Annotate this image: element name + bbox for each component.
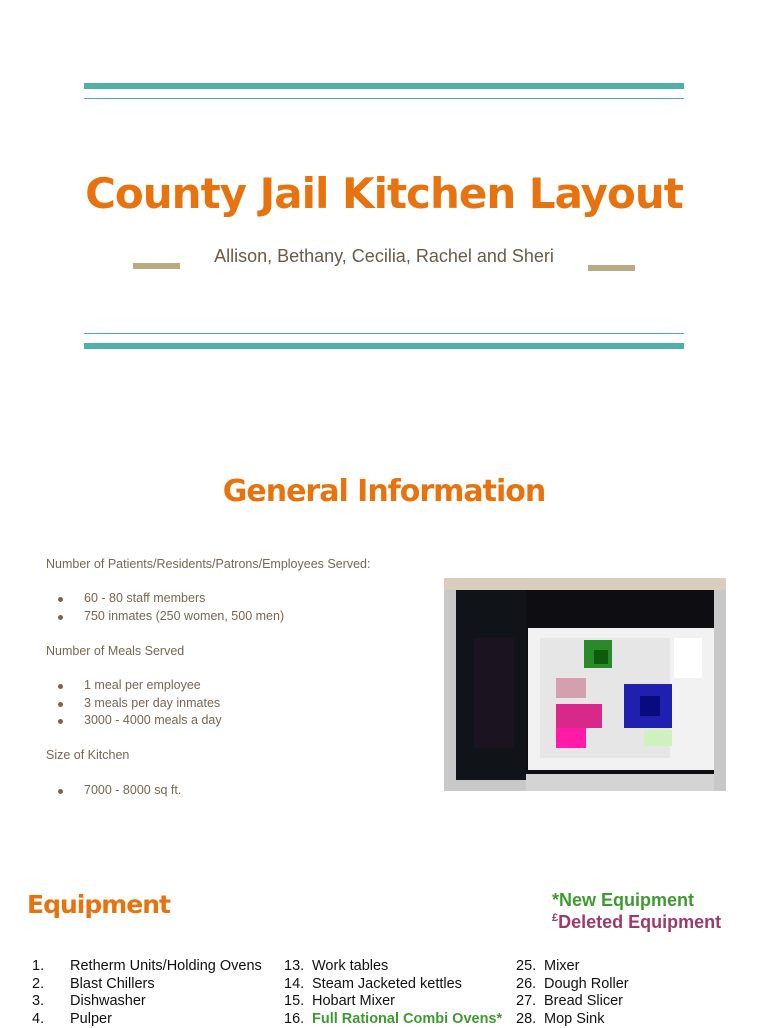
list-item: 2. Blast Chillers [32, 976, 262, 994]
equipment-column-3 [516, 958, 629, 1028]
list-item: 26. Dough Roller [516, 976, 629, 994]
list-item: 14. Steam Jacketed kettles [284, 976, 502, 994]
served-list [58, 590, 284, 625]
list-item: 3000 - 4000 meals a day [58, 712, 222, 730]
label-kitchen-size: Size of Kitchen [46, 748, 129, 762]
subtitle-dash-left [133, 263, 180, 269]
list-item: 15. Hobart Mixer [284, 993, 502, 1011]
label-meals: Number of Meals Served [46, 644, 184, 658]
subtitle-dash-right [588, 265, 635, 271]
equipment-column-2 [284, 958, 502, 1028]
list-item: 750 inmates (250 women, 500 men) [58, 608, 284, 626]
list-item: 4. Pulper [32, 1011, 262, 1028]
list-item: 7000 - 8000 sq ft. [58, 782, 181, 800]
top-rule-thick [84, 83, 684, 89]
list-item: 13. Work tables [284, 958, 502, 976]
list-item: 1 meal per employee [58, 677, 222, 695]
list-item: 25. Mixer [516, 958, 629, 976]
bottom-rule-thin [84, 333, 684, 334]
authors-subtitle: Allison, Bethany, Cecilia, Rachel and Sheri [214, 246, 554, 266]
legend-new: *New Equipment [552, 890, 694, 911]
size-list [58, 782, 181, 800]
equipment-column-1 [32, 958, 262, 1028]
subtitle-row [0, 246, 768, 272]
meals-list [58, 677, 222, 730]
general-info-heading: General Information [0, 472, 768, 512]
list-item: 16. Full Rational Combi Ovens* [284, 1011, 502, 1028]
kitchen-layout-image [444, 578, 726, 791]
label-served: Number of Patients/Residents/Patrons/Employees Served: [46, 557, 370, 571]
list-item: 28. Mop Sink [516, 1011, 629, 1028]
list-item: 3 meals per day inmates [58, 695, 222, 713]
deleted-mark: £ [552, 912, 558, 924]
equipment-heading: Equipment [27, 890, 170, 919]
list-item: 1. Retherm Units/Holding Ovens [32, 958, 262, 976]
top-rule-thin [84, 98, 684, 99]
page-title: County Jail Kitchen Layout [0, 166, 768, 222]
legend-deleted-label: Deleted Equipment [558, 912, 721, 932]
legend-deleted [552, 912, 721, 933]
list-item: 60 - 80 staff members [58, 590, 284, 608]
new-equipment-item: Full Rational Combi Ovens* [312, 1011, 502, 1027]
bottom-rule-thick [84, 343, 684, 349]
list-item: 3. Dishwasher [32, 993, 262, 1011]
list-item: 27. Bread Slicer [516, 993, 629, 1011]
